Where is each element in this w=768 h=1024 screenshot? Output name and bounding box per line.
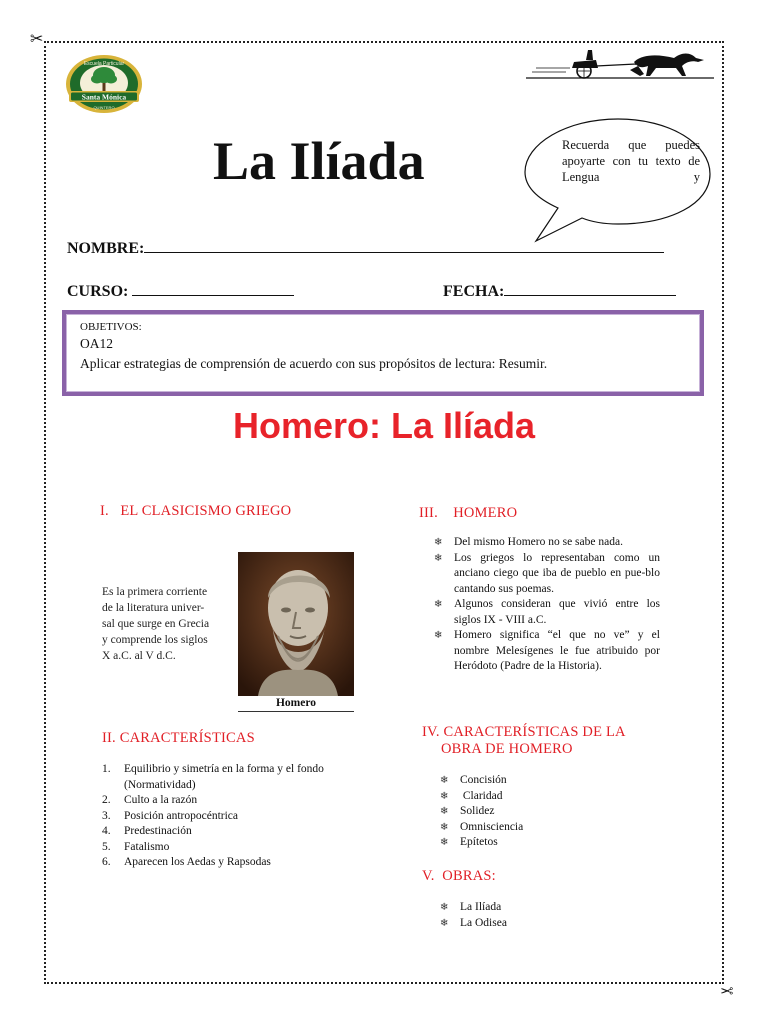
objectives-label: OBJETIVOS:	[80, 321, 142, 333]
date-field	[443, 281, 676, 301]
list-item: ❄ Homero significa “el que no ve” y el nombre Melesígenes le fue atribuido por Heródoto (Padre de la Historia).	[434, 629, 660, 672]
scissors-icon: ✂	[30, 29, 44, 48]
list-item: ❄ Algunos consideran que vivió entre los siglos IX - VIII a.C.	[434, 598, 660, 626]
section-heading-clasicismo: I. EL CLASICISMO GRIEGO	[100, 503, 292, 519]
list-item: ❄ Del mismo Homero no se sabe nada.	[432, 535, 660, 551]
chariot-icon	[526, 48, 714, 84]
section-heading-obra: IV. CARACTERÍSTICAS DE LA OBRA DE HOMERO	[422, 724, 626, 757]
list-item: 5. Fatalismo	[102, 840, 170, 853]
objectives-description: Aplicar estrategias de comprensión de acuerdo con sus propósitos de lectura: Resumir.	[80, 356, 548, 371]
obra-list	[438, 773, 638, 851]
objectives-code: OA12	[80, 336, 113, 351]
asterisk-bullet-icon: ❄	[434, 599, 443, 610]
asterisk-bullet-icon: ❄	[434, 630, 443, 641]
asterisk-bullet-icon: ❄	[440, 902, 449, 913]
course-label: CURSO:	[67, 283, 129, 300]
list-item: 3. Posición antropocéntrica	[102, 809, 239, 822]
scissors-icon: ✂	[720, 981, 734, 1000]
list-item: ❄ Omnisciencia	[438, 820, 638, 836]
asterisk-bullet-icon: ❄	[440, 837, 449, 848]
main-heading: Homero: La Ilíada	[232, 405, 536, 446]
name-field	[67, 238, 664, 258]
homero-list	[432, 535, 660, 675]
logo-bottom-text: QUINTERO	[93, 105, 115, 110]
asterisk-bullet-icon: ❄	[440, 806, 449, 817]
asterisk-bullet-icon: ❄	[434, 552, 443, 564]
objectives-box	[62, 310, 704, 396]
logo-top-text: Escuela Particular	[83, 61, 125, 67]
logo-banner-text: Santa Mónica	[81, 92, 127, 102]
list-item: 4. Predestinación	[102, 825, 192, 837]
section-heading-caracteristicas: II. CARACTERÍSTICAS	[102, 730, 255, 746]
asterisk-bullet-icon: ❄	[440, 775, 449, 786]
list-item: ❄ La Ilíada	[438, 900, 638, 916]
asterisk-bullet-icon: ❄	[434, 537, 443, 548]
date-label: FECHA:	[443, 283, 505, 300]
asterisk-bullet-icon: ❄	[440, 790, 449, 802]
homer-bust-image	[238, 552, 354, 696]
list-item: ❄ Los griegos lo representaban como un anciano ciego que iba de pueblo en pue-blo cantando sus poemas.	[434, 551, 660, 595]
list-item: 1. Equilibrio y simetría en la forma y el fondo (Normatividad)	[102, 763, 324, 791]
list-item: ❄ La Odisea	[438, 916, 638, 932]
name-label: NOMBRE:	[67, 240, 145, 257]
obras-list	[438, 900, 638, 931]
course-field	[67, 281, 294, 301]
list-item: ❄ Solidez	[438, 804, 638, 820]
homer-image-caption: Homero	[238, 697, 354, 712]
school-logo	[64, 53, 144, 115]
bubble-text: Recuerda que puedes apoyarte con tu texto de Lengua y	[562, 138, 700, 184]
page-title: La Ilíada	[213, 131, 425, 191]
date-input-line[interactable]	[504, 281, 676, 296]
course-input-line[interactable]	[132, 281, 294, 296]
list-item: 6. Aparecen los Aedas y Rapsodas	[102, 856, 271, 868]
list-item: ❄ Claridad	[438, 789, 638, 805]
section-heading-obras: V. OBRAS:	[422, 868, 496, 884]
clasicismo-text: Es la primera corriente de la literatura univer- sal que surge en Grecia y comprende los siglos X a.C. al V d.C.	[102, 586, 210, 662]
list-item: ❄ Concisión	[438, 773, 638, 789]
asterisk-bullet-icon: ❄	[440, 821, 449, 833]
section-heading-homero: III. HOMERO	[419, 505, 518, 521]
list-item: ❄ Epítetos	[438, 835, 638, 851]
caracteristicas-list	[102, 762, 370, 871]
list-item: 2. Culto a la razón	[102, 794, 198, 806]
name-input-line[interactable]	[144, 238, 664, 253]
asterisk-bullet-icon: ❄	[440, 917, 449, 929]
